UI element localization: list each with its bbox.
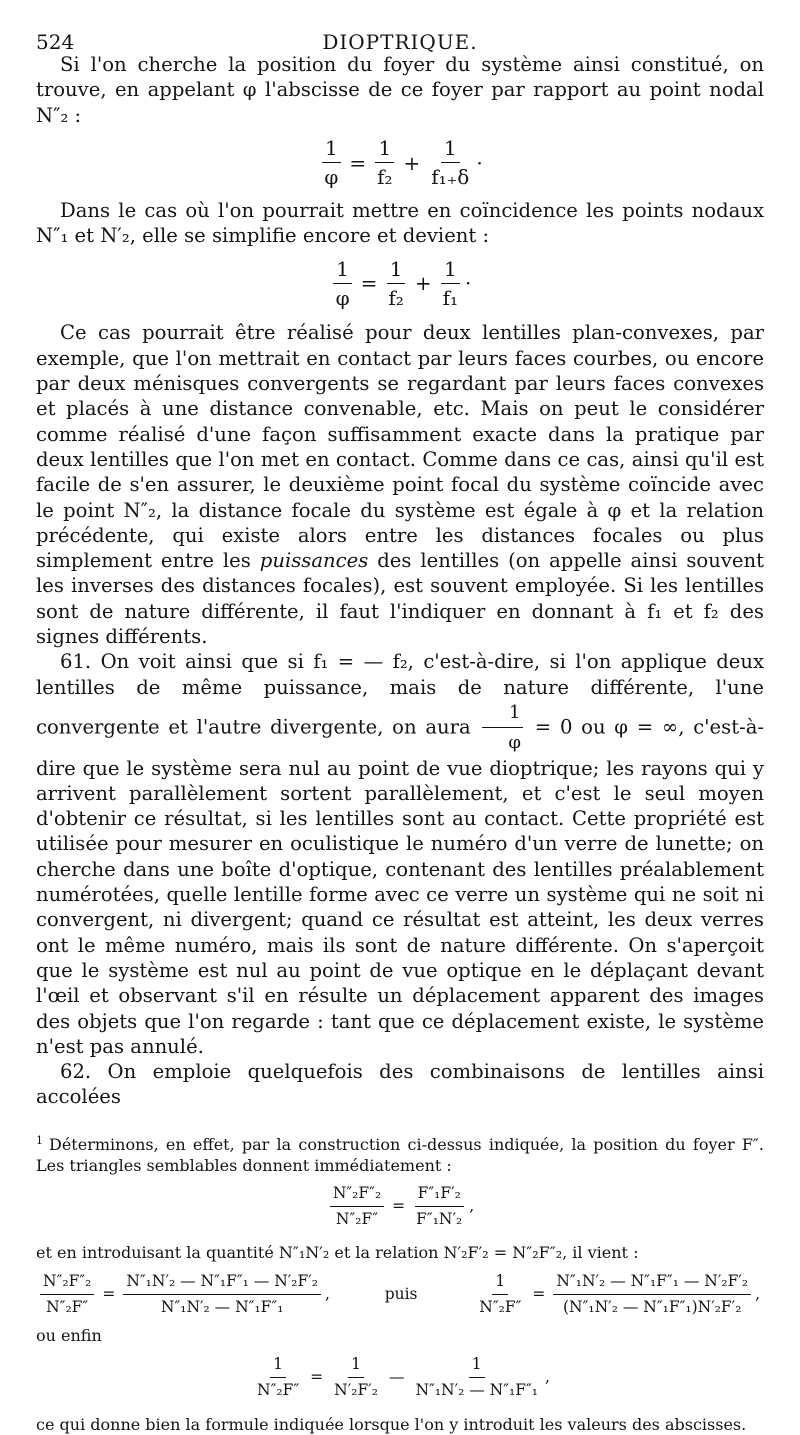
page-header: [36, 22, 764, 52]
italic-term-puissances: puissances: [259, 549, 369, 573]
eq2-term-2: [440, 257, 461, 310]
fn-eq1-lhs-den: N″₂F″: [335, 1210, 379, 1229]
inline-fraction: [481, 700, 524, 756]
fn-eq1-rhs-num: F″₁F′₂: [415, 1183, 464, 1207]
paragraph-62: 62. On emploie quelquefois des combinaisons de lentilles ainsi accolées: [36, 1060, 764, 1109]
fn-eq2-left: [36, 1271, 330, 1318]
eq1-t1-num: 1: [375, 136, 394, 163]
fn-eq2a-rhs-num: N″₁N′₂ — N″₁F″₁ — N′₂F′₂: [123, 1271, 321, 1295]
eq1-plus: +: [403, 150, 421, 175]
eq2-t2-den: f₁: [442, 285, 459, 310]
eq2-lhs-num: 1: [333, 257, 352, 284]
fn-eq2a-rhs: [123, 1271, 321, 1318]
inline-frac-den: φ: [508, 732, 522, 754]
footnote-line-2: et en introduisant la quantité N″₁N′₂ et la relation N′₂F′₂ = N″₂F″₂, il vient :: [36, 1242, 639, 1262]
eq2-plus: +: [414, 271, 432, 296]
fn-eq2a-rhs-den: N″₁N′₂ — N″₁F″₁: [160, 1298, 284, 1317]
eq2-t1-num: 1: [387, 257, 406, 284]
fn-eq2b-rhs-num: N″₁N′₂ — N″₁F″₁ — N′₂F′₂: [553, 1271, 751, 1295]
fn-eq1-rhs: [413, 1183, 465, 1230]
eq2-lhs-den: φ: [335, 285, 350, 310]
eq1-equals: =: [349, 150, 367, 175]
paragraph-2: Dans le cas où l'on pourrait mettre en coïncidence les points nodaux N″₁ et N′₂, elle se simplifie encore et devient :: [36, 198, 764, 248]
fn-eq3-t2-num: 1: [469, 1354, 485, 1378]
fn-eq3-t2-den: N″₁N′₂ — N″₁F″₁: [415, 1381, 539, 1400]
eq2-term-1: [385, 257, 406, 310]
footnote-text-1: Déterminons, en effet, par la construction ci-dessus indiquée, la position du foyer F″. Les triangles semblables donnent immédiatement :: [36, 1134, 764, 1175]
paragraph-3-part-b: des lentilles (on appelle ainsi souvent les inverses des distances focales), est souvent employée. Si les lentilles sont de nature différente, il faut l'indiquer en donnant à f₁ et f₂ des signes différents.: [36, 549, 765, 649]
fn-eq2a-equals: =: [102, 1285, 116, 1304]
fn-eq3-end: ,: [545, 1368, 550, 1387]
eq1-lhs-num: 1: [322, 136, 341, 163]
fn-eq2b-equals: =: [532, 1285, 546, 1304]
fn-eq2a-lhs: [40, 1271, 94, 1318]
eq1-t2-num: 1: [441, 136, 460, 163]
footnote-equation-2: [36, 1269, 764, 1321]
fn-eq3-lhs-num: 1: [270, 1354, 286, 1378]
fn-eq1-end: ,: [469, 1197, 475, 1216]
paragraph-61: [36, 649, 764, 1059]
page-number: 524: [36, 30, 75, 54]
paragraph-61-part-a: 61. On voit ainsi que si f₁ = — f₂, c'est-à-dire, si l'on applique deux lentilles de même puissance, mais de nature différente, l'une convergente et l'autre divergente, on aura: [36, 650, 764, 739]
eq2-equals: =: [360, 271, 378, 296]
fn-eq3-term-2: [412, 1354, 541, 1401]
eq1-lhs: [321, 136, 341, 189]
footnote-line-3: ou enfin: [36, 1325, 102, 1345]
eq2-t1-den: f₂: [388, 285, 404, 310]
footnote-equation-3: [36, 1352, 764, 1404]
eq1-term-1: [374, 136, 395, 189]
eq1-t2-den: f₁₊δ: [431, 165, 470, 190]
eq1-term-2: [428, 136, 472, 189]
eq2-end: ·: [465, 271, 472, 296]
fn-eq2-puis: puis: [384, 1285, 418, 1304]
equation-2: [36, 254, 764, 312]
footnote-line-1: [36, 1130, 764, 1176]
footnote: [36, 1130, 764, 1435]
eq1-lhs-den: φ: [324, 165, 339, 190]
fn-eq3-equals: =: [310, 1368, 324, 1387]
fn-eq2a-lhs-num: N″₂F″₂: [40, 1271, 94, 1295]
fn-eq3-lhs-den: N″₂F″: [257, 1381, 300, 1400]
fn-eq2b-rhs-den: (N″₁N′₂ — N″₁F″₁)N′₂F′₂: [563, 1298, 742, 1317]
fn-eq3-minus: —: [388, 1368, 405, 1387]
fn-eq1-lhs: [330, 1183, 384, 1230]
fn-eq3-term-1: [331, 1354, 381, 1401]
fn-eq2b-lhs-den: N″₂F″: [479, 1298, 522, 1317]
fn-eq2b-lhs: [476, 1271, 524, 1318]
fn-eq2b-lhs-num: 1: [492, 1271, 508, 1295]
paragraph-3-part-a: Ce cas pourrait être réalisé pour deux lentilles plan-convexes, par exemple, que l'on mettrait en contact par leurs faces courbes, ou encore par deux ménisques convergents se regardant par leurs faces convexes et placés à une distance convenable, etc. Mais on peut le considérer comme réalisé d'une façon suffisamment exacte dans la pratique par deux lentilles que l'on met en contact. Comme dans ce cas, ainsi qu'il est facile de s'en assurer, le deuxième point focal du système coïncide avec le point N″₂, la distance focale du système est égale à φ et la relation précédente, qui existe alors entre les distances focales ou plus simplement entre les: [36, 321, 764, 573]
running-title: DIOPTRIQUE.: [322, 30, 478, 54]
paragraph-1: Si l'on cherche la position du foyer du système ainsi constitué, on trouve, en appelant φ l'abscisse de ce foyer par rapport au point nodal N″₂ :: [36, 53, 764, 127]
fn-eq3-t1-den: N′₂F′₂: [334, 1381, 378, 1400]
inline-frac-num: 1: [482, 700, 523, 728]
fn-eq2a-end: ,: [325, 1285, 330, 1304]
footnote-equation-1: [36, 1180, 764, 1234]
fn-eq2-right: [472, 1271, 760, 1318]
footnote-marker: 1: [36, 1133, 43, 1147]
fn-eq3-t1-num: 1: [348, 1354, 364, 1378]
eq2-t2-num: 1: [441, 257, 460, 284]
eq1-end: ·: [476, 150, 483, 175]
paragraph-3: [36, 320, 764, 649]
equation-1: [36, 134, 764, 192]
fn-eq1-equals: =: [392, 1197, 406, 1216]
paragraph-61-part-b: = 0 ou φ = ∞, c'est-à-dire que le système sera nul au point de vue dioptrique; les rayons qui y arrivent parallèlement sortent parallèlement, et c'est le seul moyen d'obtenir ce résultat, si les lentilles sont au contact. Cette propriété est utilisée pour mesurer en oculistique le numéro d'un verre de lunette; on cherche dans une boîte d'optique, contenant des lentilles préalablement numérotées, quelle lentille forme avec ce verre un système qui ne soit ni convergent, ni divergent; quand ce résultat est atteint, les deux verres ont le même numéro, mais ils sont de nature différente. On s'aperçoit que le système est nul au point de vue optique en le déplaçant devant l'œil et observant s'il en résulte un déplacement apparent des images des objets que l'on regarde : tant que ce déplacement existe, le système n'est pas annulé.: [36, 715, 765, 1058]
fn-eq1-lhs-num: N″₂F″₂: [330, 1183, 384, 1207]
footnote-line-4: ce qui donne bien la formule indiquée lorsque l'on y introduit les valeurs des abscisses.: [36, 1414, 747, 1434]
fn-eq2b-rhs: [553, 1271, 751, 1318]
eq1-t1-den: f₂: [377, 165, 393, 190]
fn-eq3-lhs: [254, 1354, 302, 1401]
fn-eq2a-lhs-den: N″₂F″: [46, 1298, 89, 1317]
fn-eq2b-end: ,: [755, 1285, 760, 1304]
eq2-lhs: [333, 257, 353, 310]
fn-eq1-rhs-den: F″₁N′₂: [416, 1210, 463, 1229]
